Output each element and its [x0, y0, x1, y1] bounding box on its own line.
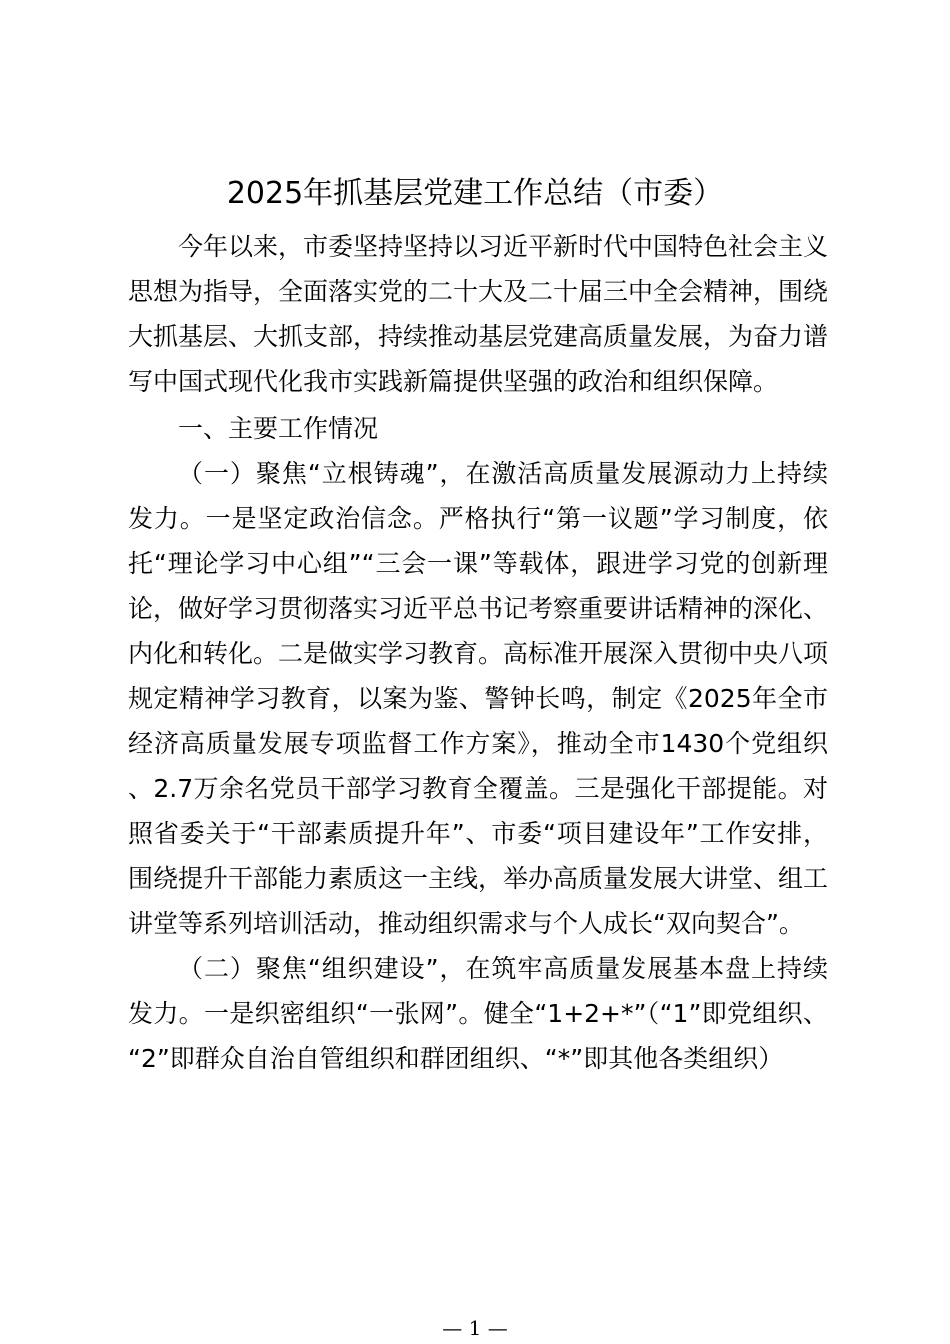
intro-paragraph: 今年以来，市委坚持坚持以习近平新时代中国特色社会主义思想为指导，全面落实党的二十大及二十届三中全会精神，围绕大抓基层、大抓支部，持续推动基层党建高质量发展，为奋力谱写中国式现代化我市实践新篇提供坚强的政治和组织保障。: [128, 232, 829, 396]
page-number: — 1 —: [442, 1316, 508, 1340]
section-one-paragraph: （一）聚焦“立根铸魂”，在激活高质量发展源动力上持续发力。一是坚定政治信念。严格执行“第一议题”学习制度，依托“理论学习中心组”“三会一课”等载体，跟进学习党的创新理论，做好学习贯彻落实习近平总书记考察重要讲话精神的深化、内化和转化。二是做实学习教育。高标准开展深入贯彻中央八项规定精神学习教育，以案为鉴、警钟长鸣，制定《2025年全市经济高质量发展专项监督工作方案》，推动全市1430个党组织、2.7万余名党员干部学习教育全覆盖。三是强化干部提能。对照省委关于“干部素质提升年”、市委“项目建设年”工作安排，围绕提升干部能力素质这一主线，举办高质量发展大讲堂、组工讲堂等系列培训活动，推动组织需求与个人成长“双向契合”。: [128, 459, 829, 938]
document-body: [128, 224, 828, 1081]
document-title: 2025年抓基层党建工作总结（市委）: [226, 176, 724, 211]
section-two-paragraph: （二）聚焦“组织建设”，在筑牢高质量发展基本盘上持续发力。一是织密组织“一张网”。健全“1+2+*”（“1”即党组织、“2”即群众自治自管组织和群团组织、“*”即其他各类组织）: [128, 954, 828, 1073]
section-heading: 一、主要工作情况: [178, 414, 379, 443]
